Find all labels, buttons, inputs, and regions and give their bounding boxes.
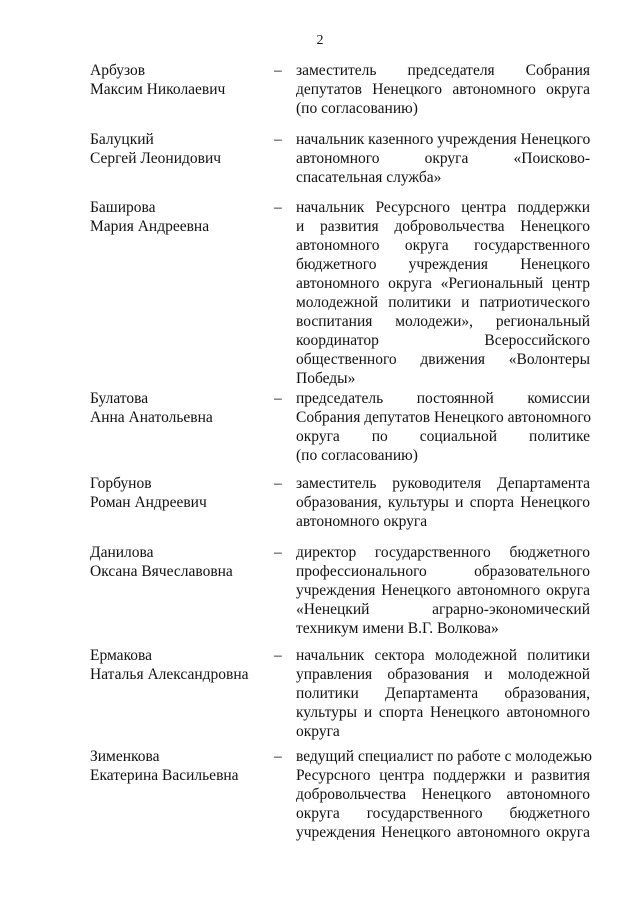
position-line: учреждения Ненецкого автономного округа: [296, 824, 590, 841]
member-name: [90, 389, 275, 427]
member-given-name: Мария Андреевна: [90, 218, 210, 235]
dash-separator: –: [274, 390, 282, 407]
member-name: [90, 747, 275, 785]
position-line: директор государственного бюджетного: [296, 544, 590, 561]
position-line: председатель постоянной комиссии: [296, 390, 590, 407]
position-line: управления образования и молодежной: [296, 666, 590, 683]
position-line: политики Департамента образования,: [296, 685, 590, 702]
position-line: автономного округа «Поисково-: [296, 150, 590, 167]
member-name: [90, 646, 275, 684]
position-line: бюджетного учреждения Ненецкого: [296, 256, 590, 273]
position-line: ведущий специалист по работе с молодежью: [296, 748, 592, 765]
position-line: Ресурсного центра поддержки и развития: [296, 767, 590, 784]
position-line: профессионального образовательного: [296, 563, 590, 580]
member-position: [296, 389, 590, 465]
member-given-name: Наталья Александровна: [90, 666, 249, 683]
member-name: [90, 543, 275, 581]
member-position: [296, 474, 590, 531]
member-given-name: Сергей Леонидович: [90, 150, 222, 167]
position-line: техникум имени В.Г. Волкова»: [296, 620, 499, 637]
position-line: и развития добровольчества Ненецкого: [296, 218, 590, 235]
position-line: округа по социальной политике: [296, 428, 590, 445]
member-position: [296, 646, 590, 741]
dash-separator: –: [274, 748, 282, 765]
position-line: автономного округа «Региональный центр: [296, 275, 590, 292]
member-surname: Данилова: [90, 544, 154, 561]
dash-separator: –: [274, 62, 282, 79]
position-line: спасательная служба»: [296, 169, 442, 186]
position-line: автономного округа государственного: [296, 237, 590, 254]
position-line: депутатов Ненецкого автономного округа: [296, 81, 590, 98]
member-given-name: Максим Николаевич: [90, 81, 226, 98]
page-number: 2: [316, 33, 324, 48]
member-position: [296, 198, 590, 388]
member-surname: Булатова: [90, 390, 149, 407]
position-line: округа: [296, 723, 340, 740]
dash-separator: –: [274, 131, 282, 148]
member-given-name: Оксана Вячеславовна: [90, 563, 233, 580]
position-line: заместитель руководителя Департамента: [296, 475, 590, 492]
position-line: начальник сектора молодежной политики: [296, 647, 590, 664]
position-line: округа государственного бюджетного: [296, 805, 590, 822]
position-line: добровольчества Ненецкого автономного: [296, 786, 590, 803]
member-surname: Зименкова: [90, 748, 160, 765]
position-line: заместитель председателя Собрания: [296, 62, 590, 79]
position-line: воспитания молодежи», региональный: [296, 313, 590, 330]
dash-separator: –: [274, 647, 282, 664]
dash-separator: –: [274, 544, 282, 561]
position-line: (по согласованию): [296, 447, 418, 464]
member-name: [90, 474, 275, 512]
member-given-name: Екатерина Васильевна: [90, 767, 239, 784]
position-line: автономного округа: [296, 513, 428, 530]
position-line: общественного движения «Волонтеры: [296, 351, 590, 368]
member-surname: Ермакова: [90, 647, 153, 664]
member-position: [296, 61, 590, 118]
position-line: молодежной политики и патриотического: [296, 294, 590, 311]
member-surname: Арбузов: [90, 62, 146, 79]
position-line: «Ненецкий аграрно-экономический: [296, 601, 590, 618]
member-position: [296, 543, 590, 638]
position-line: начальник казенного учреждения Ненецкого: [296, 131, 591, 148]
dash-separator: –: [274, 199, 282, 216]
member-name: [90, 198, 275, 236]
member-name: [90, 61, 275, 99]
position-line: культуры и спорта Ненецкого автономного: [296, 704, 590, 721]
member-given-name: Роман Андреевич: [90, 494, 207, 511]
member-position: [296, 130, 590, 187]
member-name: [90, 130, 275, 168]
position-line: координатор Всероссийского: [296, 332, 590, 349]
member-position: [296, 747, 590, 842]
dash-separator: –: [274, 475, 282, 492]
member-surname: Горбунов: [90, 475, 152, 492]
position-line: образования, культуры и спорта Ненецкого: [296, 494, 590, 511]
member-surname: Балуцкий: [90, 131, 154, 148]
position-line: Собрания депутатов Ненецкого автономного: [296, 409, 592, 426]
position-line: (по согласованию): [296, 100, 418, 117]
position-line: учреждения Ненецкого автономного округа: [296, 582, 590, 599]
member-surname: Баширова: [90, 199, 156, 216]
position-line: Победы»: [296, 370, 356, 387]
position-line: начальник Ресурсного центра поддержки: [296, 199, 590, 216]
member-given-name: Анна Анатольевна: [90, 409, 213, 426]
